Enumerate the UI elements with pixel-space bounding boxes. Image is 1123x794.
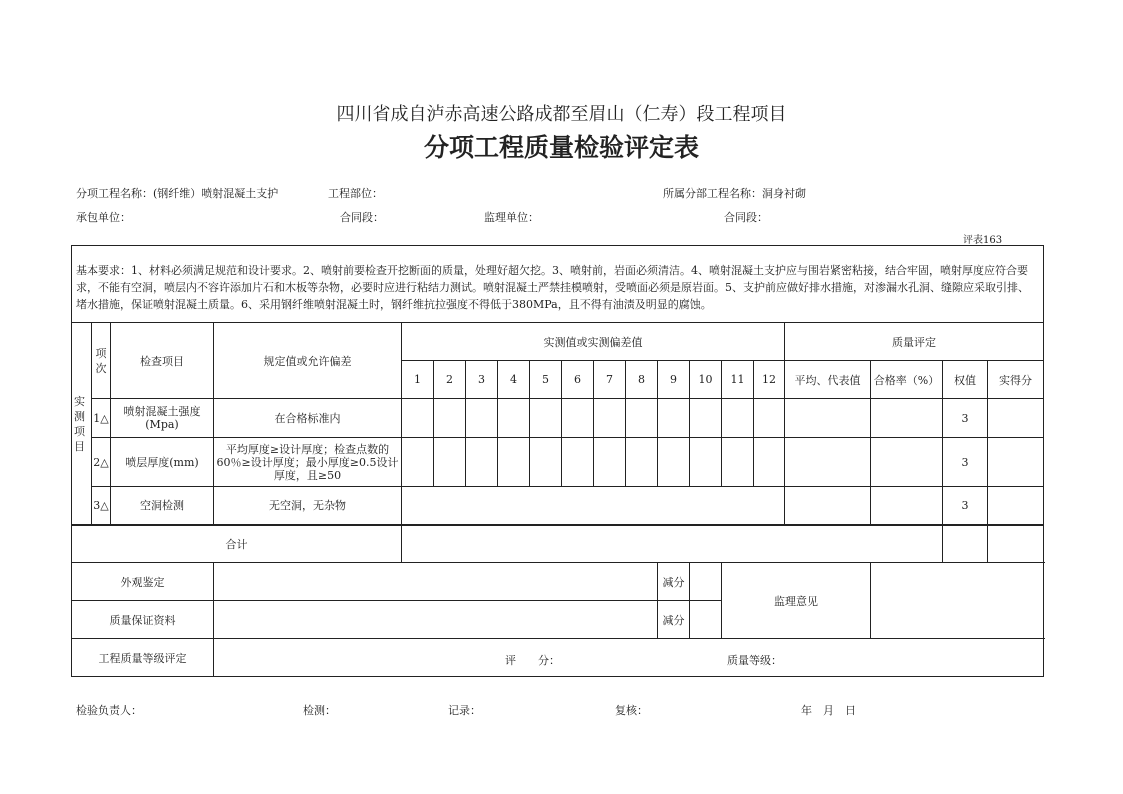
form-number: 评表163 — [963, 235, 1003, 246]
measure-cell[interactable] — [498, 399, 530, 438]
total-weight-cell[interactable] — [943, 525, 988, 563]
measure-cell[interactable] — [434, 399, 466, 438]
measure-col-11: 11 — [722, 361, 754, 399]
measure-cell[interactable] — [530, 399, 562, 438]
contract-section-label: 合同段： — [340, 211, 384, 224]
basic-requirements: 基本要求：1、材料必须满足规范和设计要求。2、喷射前要检查开挖断面的质量，处理好超欠挖。3、喷射前，岩面必须清洁。4、喷射混凝土支护应与围岩紧密粘接，结合牢固，喷射厚度应符合要求，不能有空洞，喷层内不容许添加片石和木板等杂物，必要时应进行粘结力测试。喷射混凝土严禁挂模喷射，受喷面必须是原岩面。5、支护前应做好排水措施，对渗漏水孔洞、缝隙应采取引排、堵水措施，保证喷射混凝土质量。6、采用钢纤维喷射混凝土时，钢纤维抗拉强度不得低于380MPa，且不得有油渍及明显的腐蚀。 — [76, 264, 1029, 311]
row-index: 3△ — [92, 487, 111, 525]
date-label: 年 月 日 — [801, 704, 856, 717]
level-label: 质量等级： — [727, 654, 782, 667]
measure-col-3: 3 — [466, 361, 498, 399]
deduct-value-2[interactable] — [690, 601, 722, 639]
row-item: 空洞检测 — [111, 487, 214, 525]
opinion-cell[interactable] — [871, 563, 1044, 639]
row-weight: 3 — [943, 399, 988, 438]
measure-col-12: 12 — [754, 361, 785, 399]
measure-cell[interactable] — [754, 438, 785, 487]
score-cell[interactable] — [988, 438, 1044, 487]
measure-cell[interactable] — [626, 399, 658, 438]
header-spec: 规定值或允许偏差 — [214, 323, 402, 399]
average-cell[interactable] — [785, 399, 871, 438]
measure-cell[interactable] — [594, 399, 626, 438]
header-quality: 质量评定 — [785, 323, 1044, 361]
row-weight: 3 — [943, 438, 988, 487]
measure-col-9: 9 — [658, 361, 690, 399]
score-label: 评 分： — [505, 654, 560, 667]
grade-label: 工程质量等级评定 — [72, 639, 214, 677]
average-cell[interactable] — [785, 487, 871, 525]
project-title: 四川省成自泸赤高速公路成都至眉山（仁寿）段工程项目 — [336, 104, 787, 125]
tester-label: 检测： — [303, 704, 336, 717]
row-spec: 在合格标准内 — [214, 399, 402, 438]
measure-cell[interactable] — [722, 438, 754, 487]
measure-cell[interactable] — [690, 438, 722, 487]
measure-cell[interactable] — [434, 438, 466, 487]
measure-col-1: 1 — [402, 361, 434, 399]
measure-cell[interactable] — [594, 438, 626, 487]
docs-label: 质量保证资料 — [72, 601, 214, 639]
header-pass-rate: 合格率（%） — [871, 361, 943, 399]
measure-col-8: 8 — [626, 361, 658, 399]
recorder-label: 记录： — [448, 704, 481, 717]
score-cell[interactable] — [988, 399, 1044, 438]
measure-merged-cell[interactable] — [402, 487, 785, 525]
form-title: 分项工程质量检验评定表 — [423, 133, 699, 162]
row-item: 喷射混凝土强度(Mpa) — [111, 399, 214, 438]
deduct-label-2: 减分 — [658, 601, 690, 639]
pass-rate-cell[interactable] — [871, 399, 943, 438]
contractor-label: 承包单位： — [76, 211, 131, 224]
total-label: 合计 — [72, 525, 402, 563]
measure-cell[interactable] — [530, 438, 562, 487]
row-weight: 3 — [943, 487, 988, 525]
header-score: 实得分 — [988, 361, 1044, 399]
measure-col-7: 7 — [594, 361, 626, 399]
measure-cell[interactable] — [562, 438, 594, 487]
header-weight: 权值 — [943, 361, 988, 399]
measure-cell[interactable] — [466, 399, 498, 438]
header-index: 项次 — [92, 323, 111, 399]
score-cell[interactable] — [988, 487, 1044, 525]
row-spec: 无空洞，无杂物 — [214, 487, 402, 525]
pass-rate-cell[interactable] — [871, 438, 943, 487]
measure-cell[interactable] — [562, 399, 594, 438]
measure-cell[interactable] — [658, 399, 690, 438]
deduct-label-1: 减分 — [658, 563, 690, 601]
item-name: 分项工程名称：(钢纤维）喷射混凝土支护 — [76, 187, 279, 200]
deduct-value-1[interactable] — [690, 563, 722, 601]
measure-cell[interactable] — [690, 399, 722, 438]
parent-name: 所属分部工程名称：洞身衬砌 — [663, 187, 806, 200]
header-average: 平均、代表值 — [785, 361, 871, 399]
row-item: 喷层厚度(mm) — [111, 438, 214, 487]
inspector-label: 检验负责人： — [76, 704, 142, 717]
measure-cell[interactable] — [402, 438, 434, 487]
measure-cell[interactable] — [498, 438, 530, 487]
total-value-cell[interactable] — [402, 525, 943, 563]
header-item: 检查项目 — [111, 323, 214, 399]
measure-col-10: 10 — [690, 361, 722, 399]
measure-col-6: 6 — [562, 361, 594, 399]
row-index: 2△ — [92, 438, 111, 487]
grade-cell[interactable] — [214, 639, 1044, 677]
measure-col-4: 4 — [498, 361, 530, 399]
supervisor-label: 监理单位： — [484, 211, 539, 224]
side-label: 实测项目 — [74, 395, 85, 453]
measure-cell[interactable] — [466, 438, 498, 487]
opinion-label: 监理意见 — [722, 563, 871, 639]
average-cell[interactable] — [785, 438, 871, 487]
header-measured: 实测值或实测偏差值 — [402, 323, 785, 361]
measure-cell[interactable] — [402, 399, 434, 438]
appearance-label: 外观鉴定 — [72, 563, 214, 601]
measure-col-2: 2 — [434, 361, 466, 399]
appearance-cell[interactable] — [214, 563, 658, 601]
docs-cell[interactable] — [214, 601, 658, 639]
measure-cell[interactable] — [626, 438, 658, 487]
measure-cell[interactable] — [754, 399, 785, 438]
row-spec: 平均厚度≥设计厚度；检查点数的60％≥设计厚度；最小厚度≥0.5设计厚度，且≥50 — [214, 438, 402, 487]
side-label-top — [72, 323, 92, 399]
reviewer-label: 复核： — [615, 704, 648, 717]
total-score-cell[interactable] — [988, 525, 1044, 563]
contract-section-label-2: 合同段： — [724, 211, 768, 224]
measure-col-5: 5 — [530, 361, 562, 399]
pass-rate-cell[interactable] — [871, 487, 943, 525]
measure-cell[interactable] — [722, 399, 754, 438]
row-index: 1△ — [92, 399, 111, 438]
location-label: 工程部位： — [328, 187, 383, 200]
measure-cell[interactable] — [658, 438, 690, 487]
